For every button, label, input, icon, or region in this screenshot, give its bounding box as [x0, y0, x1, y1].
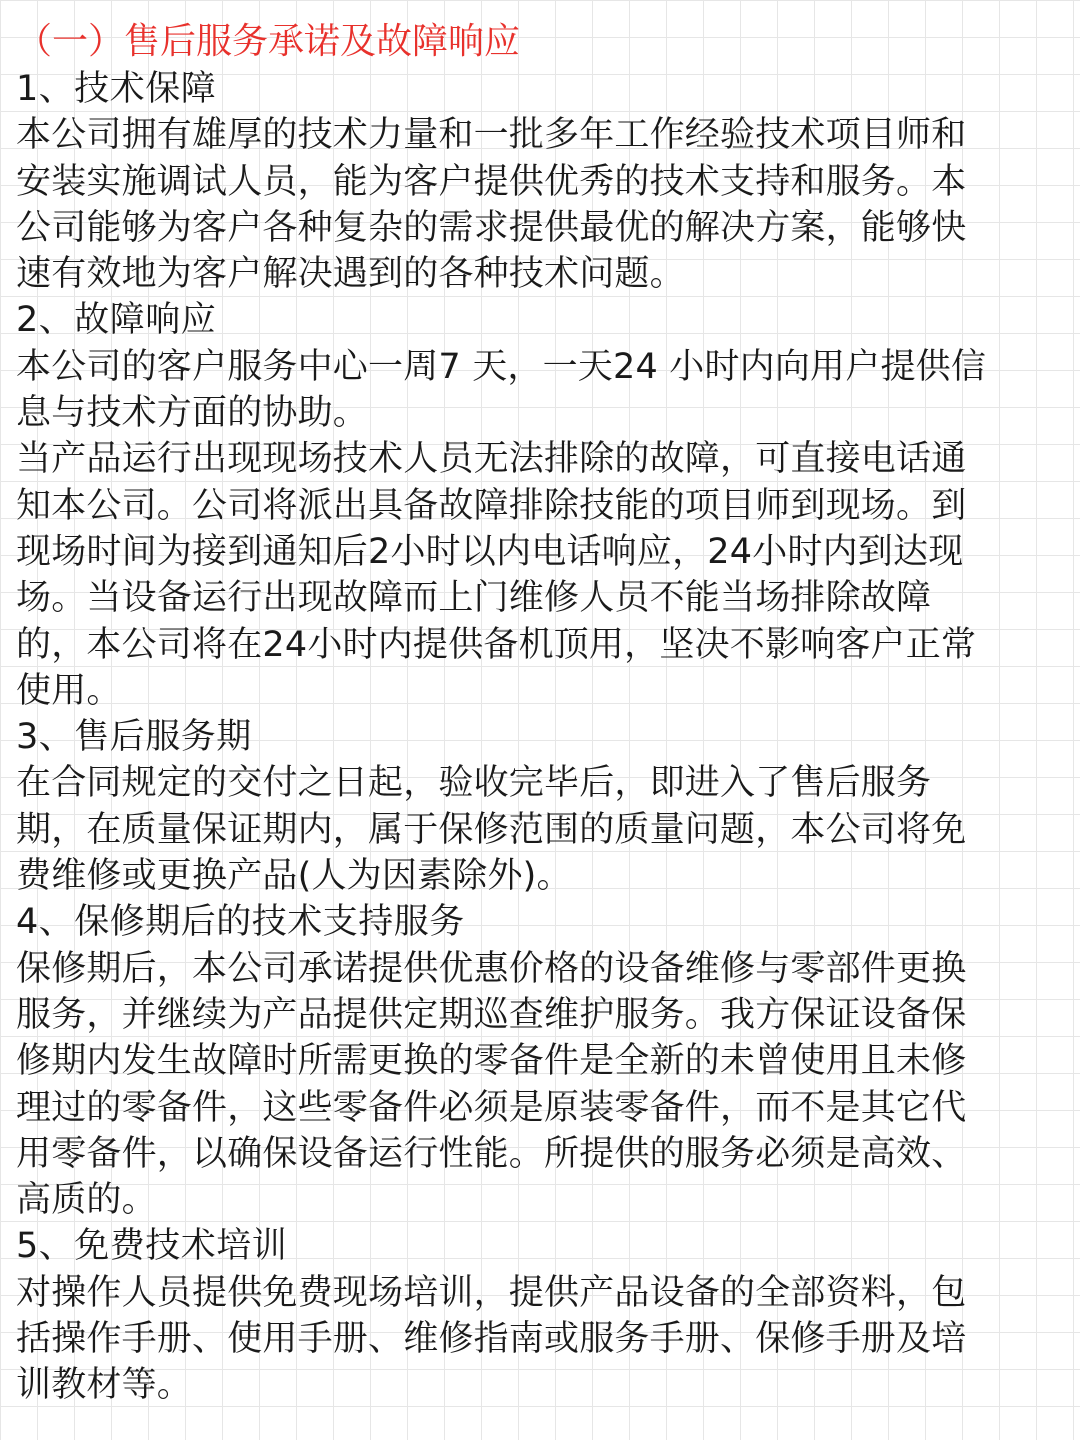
paragraph-line: 括操作手册、使用手册、维修指南或服务手册、保修手册及培 [16, 1319, 967, 1360]
paragraph-line: 的，本公司将在24小时内提供备机顶用，坚决不影响客户正常 [16, 624, 977, 665]
paragraph-line: 用零备件，以确保设备运行性能。所提供的服务必须是高效、 [16, 1133, 967, 1174]
paragraph-line: 期，在质量保证期内，属于保修范围的质量问题，本公司将免 [16, 809, 967, 850]
paragraph-line: 使用。 [16, 670, 122, 711]
paragraph-line: 速有效地为客户解决遇到的各种技术问题。 [16, 254, 685, 295]
paragraph-line: 对操作人员提供免费现场培训，提供产品设备的全部资料，包 [16, 1272, 967, 1313]
paragraph-line: 服务，并继续为产品提供定期巡查维护服务。我方保证设备保 [16, 994, 967, 1035]
section-heading-5: 5、免费技术培训 [16, 1226, 288, 1267]
section-heading-1: 1、技术保障 [16, 69, 217, 109]
paragraph-line: 现场时间为接到通知后2小时以内电话响应，24小时内到达现 [16, 531, 964, 572]
paragraph-line: 公司能够为客户各种复杂的需求提供最优的解决方案，能够快 [16, 207, 967, 248]
paragraph-line: 本公司拥有雄厚的技术力量和一批多年工作经验技术项目师和 [16, 115, 967, 156]
paragraph-line: 修期内发生故障时所需更换的零备件是全新的未曾使用且未修 [16, 1041, 967, 1082]
paragraph-line: 当产品运行出现现场技术人员无法排除的故障，可直接电话通 [16, 439, 967, 480]
document-title: （一）售后服务承诺及故障响应 [16, 21, 521, 62]
paragraph-line: 保修期后，本公司承诺提供优惠价格的设备维修与零部件更换 [16, 948, 967, 989]
paragraph-line: 息与技术方面的协助。 [16, 393, 369, 434]
paragraph-line: 知本公司。公司将派出具备故障排除技能的项目师到现场。到 [16, 485, 967, 526]
paragraph-line: 费维修或更换产品(人为因素除外)。 [16, 856, 572, 897]
section-heading-2: 2、故障响应 [16, 300, 217, 341]
paragraph-line: 训教材等。 [16, 1365, 193, 1406]
section-heading-4: 4、保修期后的技术支持服务 [16, 902, 465, 943]
paragraph-line: 安装实施调试人员，能为客户提供优秀的技术支持和服务。本 [16, 161, 967, 202]
paragraph-line: 场。当设备运行出现故障而上门维修人员不能当场排除故障 [16, 578, 932, 619]
paragraph-line: 理过的零备件，这些零备件必须是原装零备件，而不是其它代 [16, 1087, 967, 1128]
paragraph-line: 在合同规定的交付之日起，验收完毕后，即进入了售后服务 [16, 763, 932, 804]
paragraph-line: 高质的。 [16, 1180, 157, 1221]
section-heading-3: 3、售后服务期 [16, 717, 252, 758]
paragraph-line: 本公司的客户服务中心一周7 天，一天24 小时内向用户提供信 [16, 346, 987, 387]
